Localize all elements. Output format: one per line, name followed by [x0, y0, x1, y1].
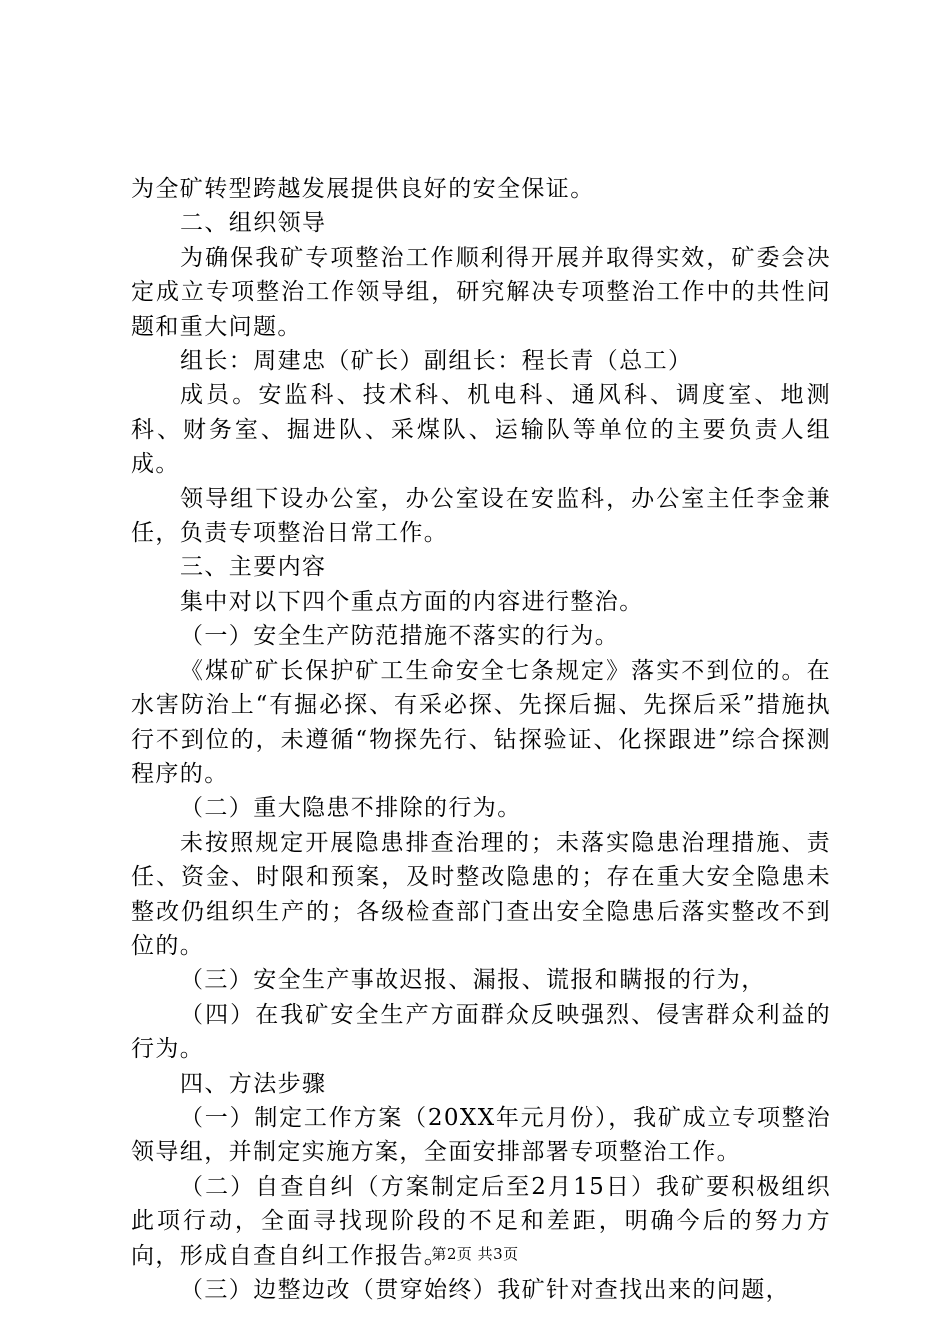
document-paragraph: （一）安全生产防范措施不落实的行为。: [180, 623, 620, 650]
document-paragraph: 《煤矿矿长保护矿工生命安全七条规定》落实不到位的。在水害防治上“有掘必探、有采必探、先探后掘、先探后采”措施执行不到位的，未遵循“物探先行、钻探验证、化探跟进”综合探测程序的。: [131, 657, 831, 787]
document-paragraph: （三）安全生产事故迟报、漏报、谎报和瞒报的行为，: [180, 967, 766, 994]
document-body: [131, 172, 831, 1307]
document-paragraph: （一）制定工作方案（20XX年元月份），我矿成立专项整治领导组，并制定实施方案，全面安排部署专项整治工作。: [131, 1104, 831, 1166]
document-paragraph: 二、组织领导: [180, 210, 327, 237]
document-paragraph: （四）在我矿安全生产方面群众反映强烈、侵害群众利益的行为。: [131, 1001, 831, 1063]
document-paragraph: 领导组下设办公室，办公室设在安监科，办公室主任李金兼任，负责专项整治日常工作。: [131, 485, 831, 547]
document-paragraph: 四、方法步骤: [180, 1070, 327, 1097]
document-paragraph: （三）边整边改（贯穿始终）我矿针对查找出来的问题，: [180, 1277, 790, 1303]
document-paragraph: 集中对以下四个重点方面的内容进行整治。: [180, 588, 644, 615]
document-paragraph: 未按照规定开展隐患排查治理的；未落实隐患治理措施、责任、资金、时限和预案，及时整改隐患的；存在重大安全隐患未整改仍组织生产的；各级检查部门查出安全隐患后落实整改不到位的。: [131, 829, 831, 959]
document-paragraph: 三、主要内容: [180, 554, 327, 581]
document-paragraph: （二）重大隐患不排除的行为。: [180, 795, 522, 822]
document-paragraph: 为确保我矿专项整治工作顺利得开展并取得实效，矿委会决定成立专项整治工作领导组，研究解决专项整治工作中的共性问题和重大问题。: [131, 244, 831, 340]
document-paragraph: （二）自查自纠（方案制定后至2月15日）我矿要积极组织此项行动，全面寻找现阶段的不足和差距，明确今后的努力方向，形成自查自纠工作报告。: [131, 1173, 831, 1269]
page-footer: 第2页 共3页: [431, 1245, 519, 1263]
document-paragraph: 成员。安监科、技术科、机电科、通风科、调度室、地测科、财务室、掘进队、采煤队、运输队等单位的主要负责人组成。: [131, 382, 831, 478]
document-paragraph: 为全矿转型跨越发展提供良好的安全保证。: [131, 176, 595, 202]
document-paragraph: 组长：周建忠（矿长）副组长：程长青（总工）: [180, 348, 693, 375]
